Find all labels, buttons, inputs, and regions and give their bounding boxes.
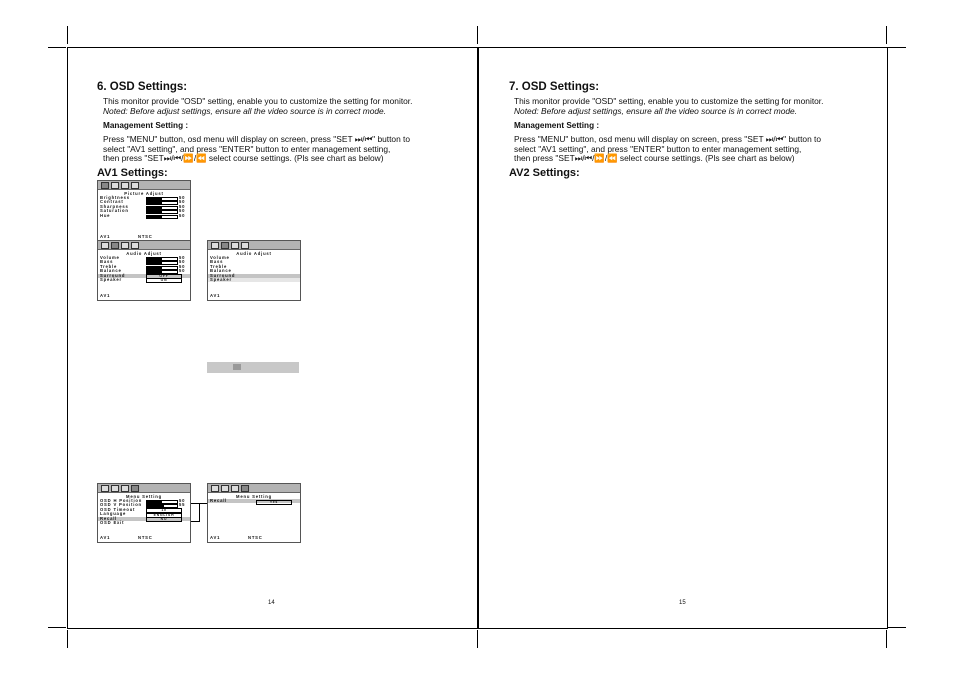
audio-row: Volume (210, 255, 230, 260)
osd-title: Menu Setting (126, 494, 162, 499)
audio-adjust-screen (97, 240, 191, 301)
crop-mark (67, 26, 68, 44)
audio-row: Balance (210, 268, 232, 274)
setting-row (98, 214, 190, 218)
recall-value: Yes (256, 500, 292, 505)
av2-settings-heading: AV2 Settings: (509, 167, 580, 179)
setting-label: Hue (100, 212, 111, 218)
osd-source: AV1 (100, 234, 111, 239)
speaker-value: ON (146, 278, 182, 283)
crop-mark (477, 630, 478, 648)
recall-connector (191, 503, 200, 522)
osd-icon-bar (208, 241, 300, 250)
setting-value: 50 (179, 212, 186, 218)
setting-value: 50 (179, 255, 186, 260)
setting-value: 50 (179, 263, 186, 269)
setting-value: 50 (179, 199, 186, 205)
osd-icon-bar (208, 484, 300, 493)
osd-title: Audio Adjust (236, 251, 272, 256)
setting-value: 50 (179, 195, 186, 200)
setting-label: Bass (100, 259, 114, 265)
crop-mark (67, 630, 68, 648)
menu-setting-screen (97, 483, 191, 543)
crop-mark (477, 26, 478, 44)
osd-v-row: OSD V Position 55 (100, 502, 186, 508)
audio-icon (111, 182, 119, 189)
osd-icon-bar (98, 241, 190, 250)
left-management-text: Press "MENU" button, osd menu will display on screen, press "SET ⏭/⏮" button to select "AV1 setting", and press "ENTER" button to enter management setting, then press "SET⏭/⏮/⏩/⏪ select course settings. (Pls see chart as below) (103, 134, 411, 164)
timeout-row: OSD Timeout 10 (98, 508, 190, 512)
setting-label: Volume (100, 255, 120, 260)
speaker-row: Speaker ON (98, 278, 190, 282)
setting-label: Treble (100, 263, 118, 269)
audio-row: Bass (210, 259, 224, 265)
tools-icon (231, 242, 239, 249)
menu-icon (241, 242, 249, 249)
picture-adjust-screen (97, 180, 191, 242)
left-page-number: 14 (268, 600, 275, 606)
audio-icon (111, 242, 119, 249)
setting-value: 50 (179, 268, 186, 274)
osd-h-value: 50 (179, 498, 186, 503)
setting-value: 50 (179, 203, 186, 209)
setting-slider (146, 215, 178, 219)
setting-value: 50 (179, 259, 186, 265)
osd-icon-bar (98, 181, 190, 190)
tools-icon (231, 485, 239, 492)
setting-label: Sharpness (100, 203, 129, 209)
crop-mark (886, 630, 887, 648)
picture-icon (211, 485, 219, 492)
osd-system: NTSC (138, 234, 153, 239)
crop-mark (888, 47, 906, 48)
audio-icon (221, 485, 229, 492)
picture-icon (211, 242, 219, 249)
recall-row: Recall NO (98, 517, 190, 521)
av1-settings-heading: AV1 Settings: (97, 167, 168, 179)
osd-source: AV1 (100, 535, 111, 540)
osd-exit-row: OSD Exit (100, 519, 125, 525)
crop-mark (48, 47, 66, 48)
audio-row: Treble (210, 263, 228, 269)
osd-icon-bar (98, 484, 190, 493)
osd-h-row: OSD H Position 50 (100, 498, 186, 503)
setting-label: Saturation (100, 208, 129, 214)
osd-title: Picture Adjust (124, 191, 164, 196)
language-row: Language ENGLISH (98, 512, 190, 516)
osd-title: Audio Adjust (126, 251, 162, 256)
picture-icon (101, 485, 109, 492)
timeout-value: 10 (146, 508, 182, 513)
menu-icon (131, 182, 139, 189)
right-intro-text: This monitor provide "OSD" setting, enable you to customize the setting for monitor. Noted: Before adjust settings, ensure all the video source is in correct mode. (514, 96, 824, 116)
setting-value: 50 (179, 208, 186, 214)
right-management-heading: Management Setting : (514, 121, 600, 130)
recall-value: NO (146, 517, 182, 522)
setting-label: Brightness (100, 195, 130, 200)
surround-value: OFF (146, 274, 182, 279)
right-page-heading: 7. OSD Settings: (509, 81, 600, 93)
osd-source: AV1 (210, 293, 221, 298)
osd-v-value: 55 (179, 502, 186, 508)
audio-adjust-screen-2 (207, 240, 301, 301)
left-management-heading: Management Setting : (103, 121, 189, 130)
audio-icon (221, 242, 229, 249)
osd-title: Menu Setting (236, 494, 272, 499)
right-page-number: 15 (679, 600, 686, 606)
picture-icon (101, 242, 109, 249)
setting-label: Contrast (100, 199, 124, 205)
menu-setting-screen-2 (207, 483, 301, 543)
surround-row: Surround OFF (98, 274, 190, 278)
left-intro-text: This monitor provide "OSD" setting, enable you to customize the setting for monitor. Noted: Before adjust settings, ensure all the video source is in correct mode. (103, 96, 413, 116)
strip-indicator (233, 364, 241, 370)
tools-icon (121, 182, 129, 189)
right-management-text: Press "MENU" button, osd menu will display on screen, press "SET ⏭/⏮" button to select "AV1 setting", and press "ENTER" button to enter management setting, then press "SET⏭/⏮/⏩/⏪ select course settings. (Pls see chart as below) (514, 134, 822, 164)
picture-icon (101, 182, 109, 189)
osd-source: AV1 (210, 535, 221, 540)
recall-connector-arrow (199, 503, 207, 504)
tools-icon (121, 485, 129, 492)
audio-icon (111, 485, 119, 492)
recall-row: Recall Yes (208, 499, 300, 503)
osd-source: AV1 (100, 293, 111, 298)
menu-icon (131, 242, 139, 249)
osd-system: NTSC (248, 535, 263, 540)
setting-label: Balance (100, 268, 122, 274)
crop-mark (888, 627, 906, 628)
left-page-heading: 6. OSD Settings: (97, 81, 188, 93)
crop-mark (886, 26, 887, 44)
audio-row: Surround (208, 274, 300, 278)
osd-status-strip (207, 362, 299, 373)
osd-system: NTSC (138, 535, 153, 540)
audio-row: Speaker (208, 278, 300, 282)
crop-mark (48, 627, 66, 628)
menu-icon (241, 485, 249, 492)
tools-icon (121, 242, 129, 249)
language-value: ENGLISH (146, 513, 182, 518)
menu-icon (131, 485, 139, 492)
